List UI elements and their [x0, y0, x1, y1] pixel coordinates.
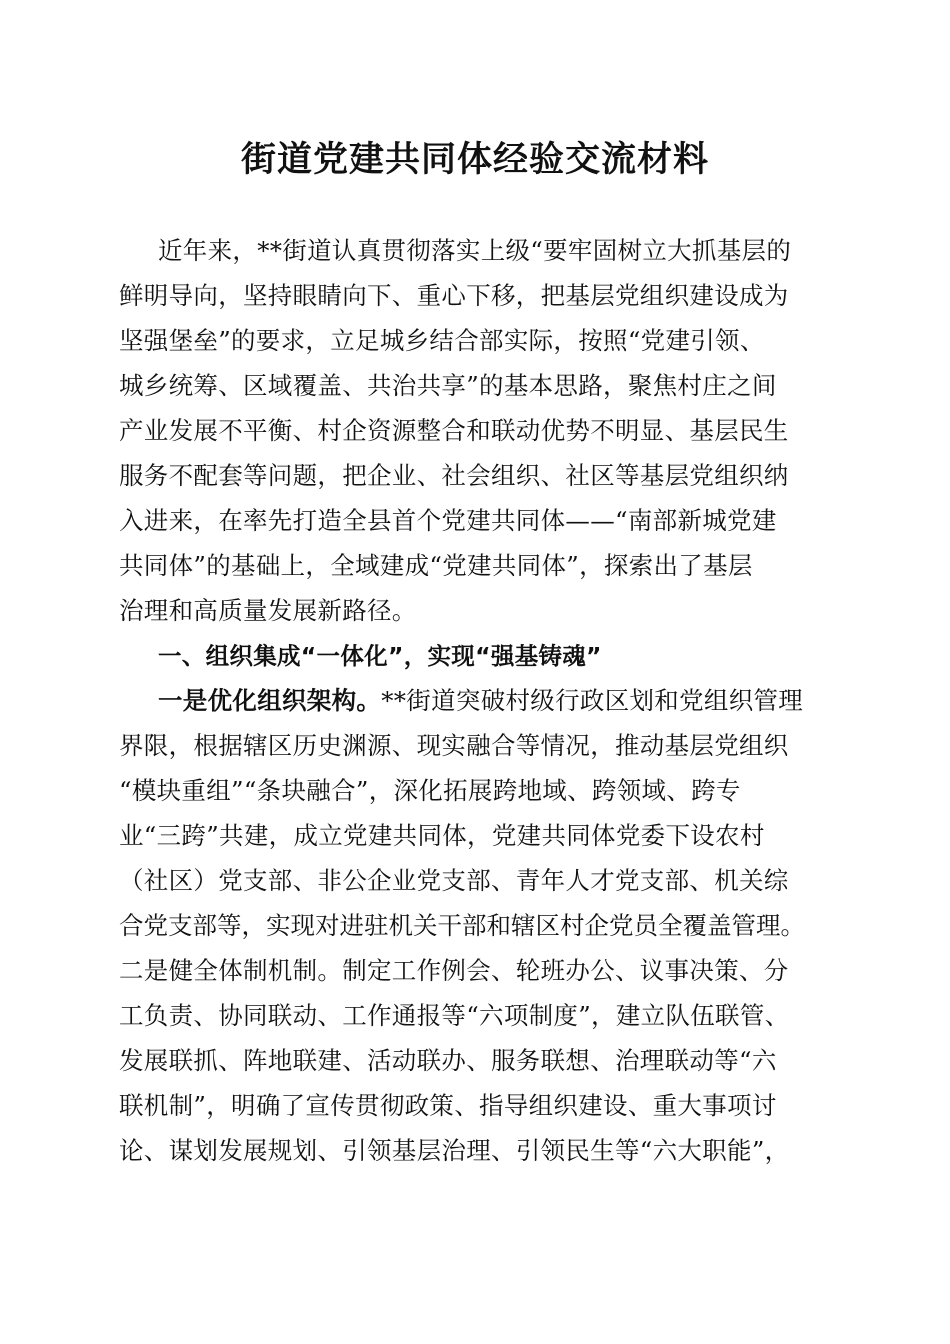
body-line-14: （社区）党支部、非公企业党支部、青年人才党支部、机关综 [119, 866, 789, 895]
body-line-18: 发展联抓、阵地联建、活动联办、服务联想、治理联动等“六 [119, 1046, 777, 1075]
body-line-15: 合党支部等，实现对进驻机关干部和辖区村企党员全覆盖管理。 [119, 911, 805, 940]
body-line-8: 共同体”的基础上，全域建成“党建共同体”，探索出了基层 [119, 551, 753, 580]
body-line-3: 坚强堡垒”的要求，立足城乡结合部实际，按照“党建引领、 [119, 326, 765, 355]
body-line-5: 产业发展不平衡、村企资源整合和联动优势不明显、基层民生 [119, 416, 789, 445]
body-line-10 [158, 680, 803, 722]
body-line-20: 论、谋划发展规划、引领基层治理、引领民生等“六大职能”， [119, 1136, 790, 1165]
section-heading-1: 一、组织集成“一体化”，实现“强基铸魂” [158, 642, 602, 670]
body-line-11: 界限，根据辖区历史渊源、现实融合等情况，推动基层党组织 [119, 731, 789, 760]
body-line-1: 近年来，**街道认真贯彻落实上级“要牢固树立大抓基层的 [158, 236, 792, 265]
body-line-16: 二是健全体制机制。制定工作例会、轮班办公、议事决策、分 [119, 956, 789, 985]
body-line-17: 工负责、协同联动、工作通报等“六项制度”，建立队伍联管、 [119, 1001, 790, 1030]
body-line-13: 业“三跨”共建，成立党建共同体，党建共同体党委下设农村 [119, 821, 765, 850]
lead-phrase-1: 一是优化组织架构。 [158, 686, 382, 715]
body-line-12: “模块重组”“条块融合”，深化拓展跨地域、跨领域、跨专 [119, 776, 741, 805]
body-line-9: 治理和高质量发展新路径。 [119, 596, 417, 625]
body-line-6: 服务不配套等问题，把企业、社会组织、社区等基层党组织纳 [119, 461, 789, 490]
body-line-2: 鲜明导向，坚持眼睛向下、重心下移，把基层党组织建设成为 [119, 281, 789, 310]
document-title: 街道党建共同体经验交流材料 [240, 139, 709, 180]
body-line-19: 联机制”，明确了宣传贯彻政策、指导组织建设、重大事项讨 [119, 1091, 777, 1120]
body-line-4: 城乡统筹、区域覆盖、共治共享”的基本思路，聚焦村庄之间 [119, 371, 777, 400]
body-line-10-rest: **街道突破村级行政区划和党组织管理 [381, 686, 804, 715]
body-line-7: 入进来，在率先打造全县首个党建共同体——“南部新城党建 [119, 506, 777, 535]
